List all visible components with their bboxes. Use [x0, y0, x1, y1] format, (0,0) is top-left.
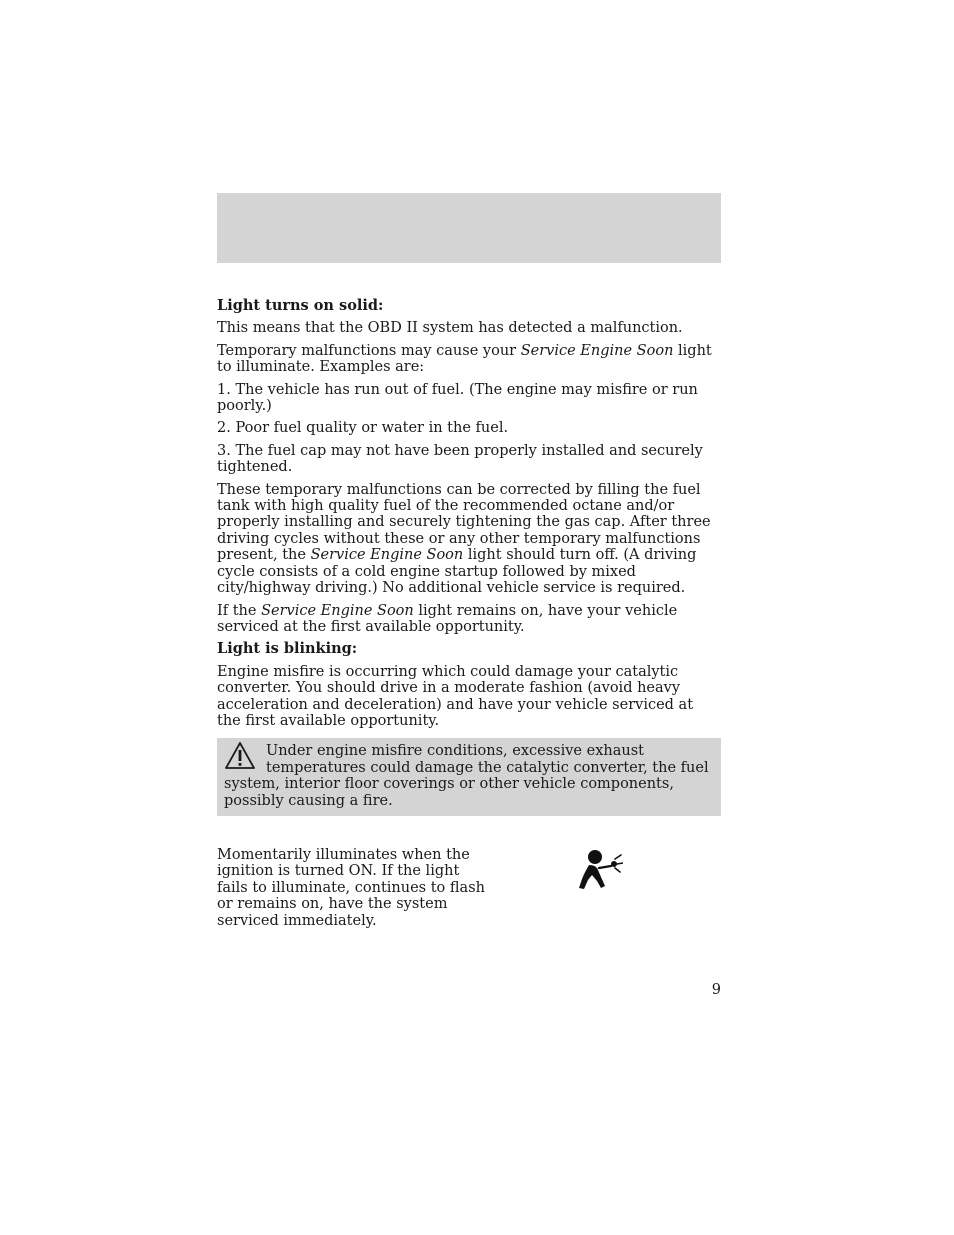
warning-box: [217, 738, 721, 816]
warning-text: Under engine misfire conditions, excessive exhaust temperatures could damage the catalytic converter, the fuel system, interior floor coverings or other vehicle components, possibly causing a fire.: [224, 743, 709, 809]
section-header-band: [217, 193, 721, 263]
heading-light-blinking: Light is blinking:: [217, 640, 358, 658]
list-item-fuel-cap: 3. The fuel cap may not have been properly installed and securely tightened.: [217, 442, 703, 476]
page-number: 9: [711, 982, 721, 998]
paragraph-engine-misfire: Engine misfire is occurring which could damage your catalytic converter. You should drive in a moderate fashion (avoid heavy acceleration and deceleration) and have your vehicle serviced at the first available opportunity.: [217, 663, 694, 729]
list-item-out-of-fuel: 1. The vehicle has run out of fuel. (The engine may misfire or run poorly.): [217, 381, 698, 415]
service-engine-soon-term: Service Engine Soon: [310, 547, 464, 564]
paragraph-obd-malfunction: This means that the OBD II system has detected a malfunction.: [217, 320, 683, 337]
warning-triangle-icon: [224, 741, 256, 771]
airbag-description: Momentarily illuminates when the ignition is turned ON. If the light fails to illuminate, continues to flash or remains on, have the system serviced immediately.: [217, 847, 485, 929]
main-content: [217, 298, 721, 816]
list-item-poor-fuel: 2. Poor fuel quality or water in the fuel.: [217, 420, 509, 437]
paragraph-correction: These temporary malfunctions can be corrected by filling the fuel tank with high quality fuel of the recommended octane and/or properly installing and securely tightening the gas cap. After three driving cycles without these or any other temporary malfunctions present, the Service Engine Soon light should turn off. (A driving cycle consists of a cold engine startup followed by mixed city/highway driving.) No additional vehicle service is required.: [217, 481, 711, 597]
paragraph-temporary-malfunctions: Temporary malfunctions may cause your Service Engine Soon light to illuminate. Examples are:: [217, 342, 712, 376]
paragraph-light-remains-on: If the Service Engine Soon light remains on, have your vehicle serviced at the first available opportunity.: [217, 602, 678, 635]
heading-light-solid: Light turns on solid:: [217, 297, 384, 314]
service-engine-soon-term: Service Engine Soon: [261, 602, 414, 619]
service-engine-soon-term: Service Engine Soon: [520, 342, 674, 359]
airbag-readiness-icon: [577, 848, 623, 890]
